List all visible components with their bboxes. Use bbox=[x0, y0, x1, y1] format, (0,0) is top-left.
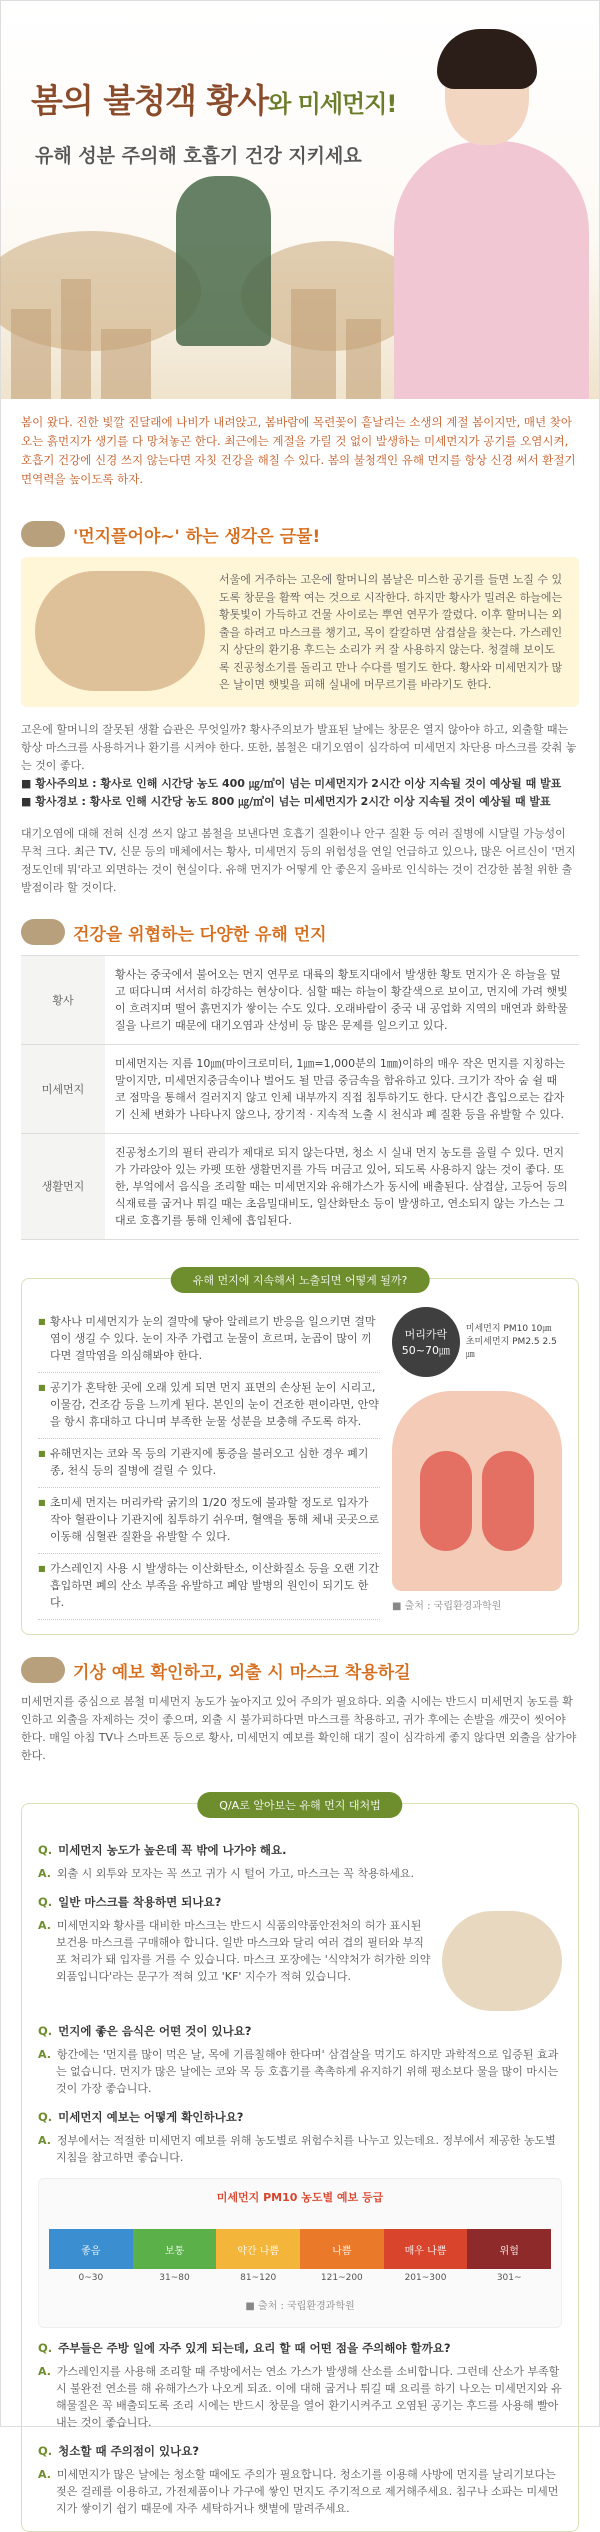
dust-illustration bbox=[35, 571, 205, 691]
hero-banner bbox=[1, 1, 599, 399]
dust-cloud-icon bbox=[21, 919, 65, 945]
dust-cloud-icon bbox=[21, 521, 65, 547]
grade-bar bbox=[49, 2229, 551, 2269]
table-row bbox=[21, 1045, 579, 1134]
answer: A. 항간에는 '먼지를 많이 먹은 날, 목에 기름칠해야 한다며' 삼겹살을 먹기도 하지만 과학적으로 입증된 효과는 없습니다. 먼지가 많은 날에는 코와 목 등 호흡기를 촉촉하게 유지하기 위해 평소보다 물을 많이 마시는 것이 가장 좋습니다. bbox=[38, 2048, 559, 2095]
section-heading-harm: 건강을 위협하는 다양한 유해 먼지 bbox=[21, 919, 579, 945]
scale-title: 미세먼지 PM10 농도별 예보 등급 bbox=[216, 2191, 384, 2204]
list-item: ■ 가스레인지 사용 시 발생하는 이산화탄소, 이산화질소 등을 오랜 기간 흡입하면 폐의 산소 부족을 유발하고 폐암 발병의 원인이 되기도 한다. bbox=[38, 1554, 380, 1620]
answer: A. 정부에서는 적절한 미세먼지 예보를 위해 농도별로 위험수치를 나누고 있는데요. 정부에서 제공한 농도별 지침을 참고하면 좋습니다. bbox=[38, 2134, 556, 2164]
pm10-label: 미세먼지 PM10 10㎛ bbox=[465, 1323, 552, 1334]
paragraph-habits: 고은에 할머니의 잘못된 생활 습관은 무엇일까? 황사주의보가 발표된 날에는 창문은 열지 않아야 하고, 외출할 때는 항상 마스크를 사용하거나 환기를 시켜야 한다. 또한, 봄철은 대기오염이 심각하여 미세먼지 차단용 마스크를 갖춰 놓는 것이 좋다. bbox=[21, 723, 577, 772]
grade-range: 121~200 bbox=[320, 2273, 363, 2283]
table-row bbox=[21, 1134, 579, 1240]
myth-text: 서울에 거주하는 고은에 할머니의 봄날은 미스한 공기를 들면 노질 수 있도록 창문을 활짝 여는 것으로 시작한다. 하지만 황사가 밀려온 하늘에는 황톳빛이 가득하고 건물 사이로는 뿌연 연무가 깔렸다. 이후 할머니는 외출을 하려고 마스크를 챙기고, 목이 칼칼하면 삼겹살을 찾는다. 가스레인지 상단의 환기용 후드는 소리가 커 잘 사용하지 않는다. 청결해 보이도록 진공청소기를 돌리고 만나 수다를 떨기도 한다. 황사와 미세먼지가 많은 날이면 햇빛을 피해 실내에 머무르기를 바라기도 한다. bbox=[219, 573, 563, 691]
doctor-hair bbox=[437, 29, 537, 89]
answer: A. 외출 시 외투와 모자는 꼭 쓰고 귀가 시 털어 가고, 마스크는 꼭 착용하세요. bbox=[38, 1867, 415, 1880]
question: Q. 일반 마스크를 착용하면 되나요? bbox=[38, 1895, 222, 1909]
exposure-list bbox=[38, 1307, 380, 1620]
qa-pill: Q/A로 알아보는 유해 먼지 대처법 bbox=[197, 1792, 402, 1818]
intro-paragraph: 봄이 왔다. 진한 빛깔 진달래에 나비가 내려앉고, 봄바람에 목련꽃이 흩날리는 소생의 계절 봄이지만, 매년 찾아오는 흙먼지가 생기를 다 망쳐놓곤 한다. 최근에는 계절을 가릴 것 없이 발생하는 미세먼지가 공기를 오염시켜, 호흡기 건강에 신경 쓰지 않는다면 자칫 건강을 해칠 수 있다. 봄의 불청객인 유해 먼지를 항상 신경 써서 환절기 면역력을 높이도록 하자. bbox=[21, 415, 576, 486]
pm10-grade-scale bbox=[38, 2178, 562, 2328]
grade-segment: 좋음 bbox=[49, 2229, 133, 2269]
grade-range: 81~120 bbox=[240, 2273, 277, 2283]
row-label: 황사 bbox=[21, 956, 105, 1045]
row-label: 미세먼지 bbox=[21, 1045, 105, 1134]
question: Q. 미세먼지 농도가 높은데 꼭 밖에 나가야 해요. bbox=[38, 1843, 287, 1857]
lung-diagram bbox=[392, 1307, 562, 1620]
list-item: ■ 유해먼지는 코와 목 등의 기관지에 통증을 불러오고 심한 경우 폐기종, 천식 등의 질병에 걸릴 수 있다. bbox=[38, 1439, 380, 1488]
dust-types-table bbox=[21, 955, 579, 1240]
list-item: ■ 공기가 혼탁한 곳에 오래 있게 되면 먼지 표면의 손상된 눈이 시리고, 이물감, 건조감 등을 느끼게 된다. 본인의 눈이 건조한 편이라면, 안약을 항시 휴대하고 다니며 부족한 눈물 성분을 보충해 주도록 하자. bbox=[38, 1373, 380, 1439]
forecast-text: 미세먼지를 중심으로 봄철 미세먼지 농도가 높아지고 있어 주의가 필요하다. 외출 시에는 반드시 미세먼지 농도를 확인하고 외출을 자제하는 것이 좋으며, 외출 시 불가피하다면 마스크를 착용하고, 귀가 후에는 손발을 깨끗이 씻어야 한다. 매일 아침 TV나 스마트폰 등으로 황사, 미세먼지 예보를 확인해 대기 질이 심각하게 좋지 않다면 외출을 삼가야 한다. bbox=[21, 1695, 577, 1762]
grade-range: 0~30 bbox=[78, 2273, 104, 2283]
myth-box bbox=[21, 557, 579, 707]
grade-segment: 보통 bbox=[133, 2229, 217, 2269]
masked-person-illustration bbox=[176, 176, 271, 346]
list-item: ■ 초미세 먼지는 머리카락 굵기의 1/20 정도에 불과할 정도로 입자가 작아 혈관이나 기관지에 침투하기 쉬우며, 혈액을 통해 체내 곳곳으로 이동해 심혈관 질환을 유발할 수 있다. bbox=[38, 1488, 380, 1554]
list-item: ■ 황사나 미세먼지가 눈의 결막에 닿아 알레르기 반응을 일으키면 결막염이 생길 수 있다. 눈이 자주 가렵고 눈물이 흐르며, 눈곱이 많이 끼다면 결막염을 의심해봐야 한다. bbox=[38, 1307, 380, 1373]
grade-range: 201~300 bbox=[404, 2273, 447, 2283]
hair-bubble: 머리카락 50~70㎛ bbox=[392, 1307, 460, 1377]
answer: A. 미세먼지와 황사를 대비한 마스크는 반드시 식품의약품안전처의 허가 표시된 보건용 마스크를 구매해야 합니다. 일반 마스크와 달리 여러 겹의 필터와 부직포 처리가 돼 입자를 거를 수 있습니다. 마스크 포장에는 '식약처가 허가한 의약외품입니다'라는 문구가 적혀 있고 'KF' 지수가 적혀 있습니다. bbox=[38, 1919, 431, 1983]
grade-segment: 나쁨 bbox=[300, 2229, 384, 2269]
grade-range: 301~ bbox=[496, 2273, 522, 2283]
dust-cloud-icon bbox=[21, 1657, 65, 1683]
row-label: 생활먼지 bbox=[21, 1134, 105, 1240]
grade-ranges bbox=[49, 2273, 551, 2283]
question: Q. 미세먼지 예보는 어떻게 확인하나요? bbox=[38, 2110, 244, 2124]
grade-segment: 매우 나쁨 bbox=[384, 2229, 468, 2269]
answer: A. 가스레인지를 사용해 조리할 때 주방에서는 연소 가스가 발생해 산소를 소비합니다. 그런데 산소가 부족할 시 불완전 연소를 해 유해가스가 나오게 되죠. 이에 대해 굽거나 튀길 때 요리를 하기 나오는 미세먼지와 유해물질은 꼭 배출되도록 조리 시에는 반드시 창문을 열어 환기시켜주고 오염된 공기는 후드를 사용해 빨아내는 것이 좋습니다. bbox=[38, 2365, 562, 2429]
row-text: 미세먼지는 지름 10㎛(마이크로미터, 1㎛=1,000분의 1㎜)이하의 매우 작은 먼지를 지칭하는 말이지만, 미세먼지중금속이나 벌어도 될 만큼 중금속을 함유하고 있다. 크기가 작아 숨 쉴 때 코 점막을 통해서 걸러지지 않고 인체 내부까지 직접 침투하기도 한다. 단시간 흡입으로는 갑자기 신체 변화가 나타나지 않으나, 장기적 · 지속적 노출 시 천식과 폐 질환 등을 유발할 수 있다. bbox=[105, 1045, 579, 1134]
exposure-pill: 유해 먼지에 지속해서 노출되면 어떻게 될까? bbox=[171, 1267, 430, 1293]
source-note: ■ 출처 : 국립환경과학원 bbox=[245, 2301, 355, 2312]
question: Q. 청소할 때 주의점이 있나요? bbox=[38, 2444, 200, 2458]
bullet-advisory: ■ 황사주의보 : 황사로 인해 시간당 농도 400 ㎍/㎥이 넘는 미세먼지가 2시간 이상 지속될 것이 예상될 때 발표 bbox=[21, 777, 562, 790]
qa-box bbox=[21, 1799, 579, 2532]
right-lung-icon bbox=[482, 1451, 534, 1551]
pm25-label: 초미세먼지 PM2.5 2.5㎛ bbox=[465, 1336, 557, 1360]
torso-illustration bbox=[392, 1391, 562, 1591]
page-title: 봄의 불청객 황사와 미세먼지! bbox=[31, 81, 397, 120]
grade-range: 31~80 bbox=[159, 2273, 190, 2283]
section-heading-myth: '먼지플어야~' 하는 생각은 금물! bbox=[21, 521, 579, 547]
paragraph-risk: 대기오염에 대해 전혀 신경 쓰지 않고 봄철을 보낸다면 호흡기 질환이나 안구 질환 등 여러 질병에 시달릴 가능성이 무척 크다. 최근 TV, 신문 등의 매체에서는 황사, 미세먼지 등의 위험성을 연일 언급하고 있으나, 많은 어르신이 '먼지 정도인데 뭐'라고 외면하는 것이 현실이다. 유해 먼지가 어떻게 안 좋은지 올바로 인식하는 것이 건강한 봄철 위한 출발점이라 할 것이다. bbox=[21, 827, 576, 894]
question: Q. 먼지에 좋은 음식은 어떤 것이 있나요? bbox=[38, 2024, 252, 2038]
mask-illustration bbox=[442, 1911, 562, 2011]
grade-segment: 약간 나쁨 bbox=[216, 2229, 300, 2269]
question: Q. 주부들은 주방 일에 자주 있게 되는데, 요리 할 때 어떤 점을 주의해야 할까요? bbox=[38, 2341, 451, 2355]
row-text: 진공청소기의 필터 관리가 제대로 되지 않는다면, 청소 시 실내 먼지 농도를 올릴 수 있다. 먼지가 가라앉아 있는 카펫 또한 생활먼지를 가득 머금고 있어, 되도록 사용하지 않는 것이 좋다. 또한, 부엌에서 음식을 조리할 때는 미세먼지와 유해가스가 동시에 배출된다. 삼겹살, 고등어 등의 식재료를 굽거나 튀길 때는 초음밀대비도, 일산화탄소 등이 발생하고, 연소되지 않는 가스는 그대로 호흡기를 통해 인체에 흡입된다. bbox=[105, 1134, 579, 1240]
source-note: ■ 출처 : 국립환경과학원 bbox=[392, 1601, 502, 1612]
doctor-coat bbox=[394, 141, 589, 399]
exposure-box bbox=[21, 1274, 579, 1635]
table-row bbox=[21, 956, 579, 1045]
row-text: 황사는 중국에서 불어오는 먼지 연무로 대륙의 황토지대에서 발생한 황토 먼지가 온 하늘을 덮고 떠다니며 서서히 하강하는 현상이다. 심할 때는 하늘이 황갈색으로 보이고, 먼지에 가려 햇빛이 흐려지며 떨어 흙먼지가 쌓이는 수도 있다. 오래바람이 중국 내 공업화 지역의 매연과 화학물질을 나르기 때문에 대기오염과 산성비 등 많은 문제를 일으키고 있다. bbox=[105, 956, 579, 1045]
grade-segment: 위험 bbox=[467, 2229, 551, 2269]
page-subtitle: 유해 성분 주의해 호흡기 건강 지키세요 bbox=[35, 145, 362, 167]
left-lung-icon bbox=[420, 1451, 472, 1551]
section-heading-forecast: 기상 예보 확인하고, 외출 시 마스크 착용하길 bbox=[21, 1657, 579, 1683]
answer: A. 미세먼지가 많은 날에는 청소할 때에도 주의가 필요합니다. 청소기를 이용해 사방에 먼지를 날리기보다는 젖은 걸레를 이용하고, 가전제품이나 가구에 쌓인 먼지도 주기적으로 제거해주세요. 침구나 소파는 미세먼지가 쌓이기 쉽기 때문에 자주 세탁하거나 햇볕에 말려주세요. bbox=[38, 2468, 559, 2515]
bullet-warning: ■ 황사경보 : 황사로 인해 시간당 농도 800 ㎍/㎥이 넘는 미세먼지가 2시간 이상 지속될 것이 예상될 때 발표 bbox=[21, 795, 551, 808]
